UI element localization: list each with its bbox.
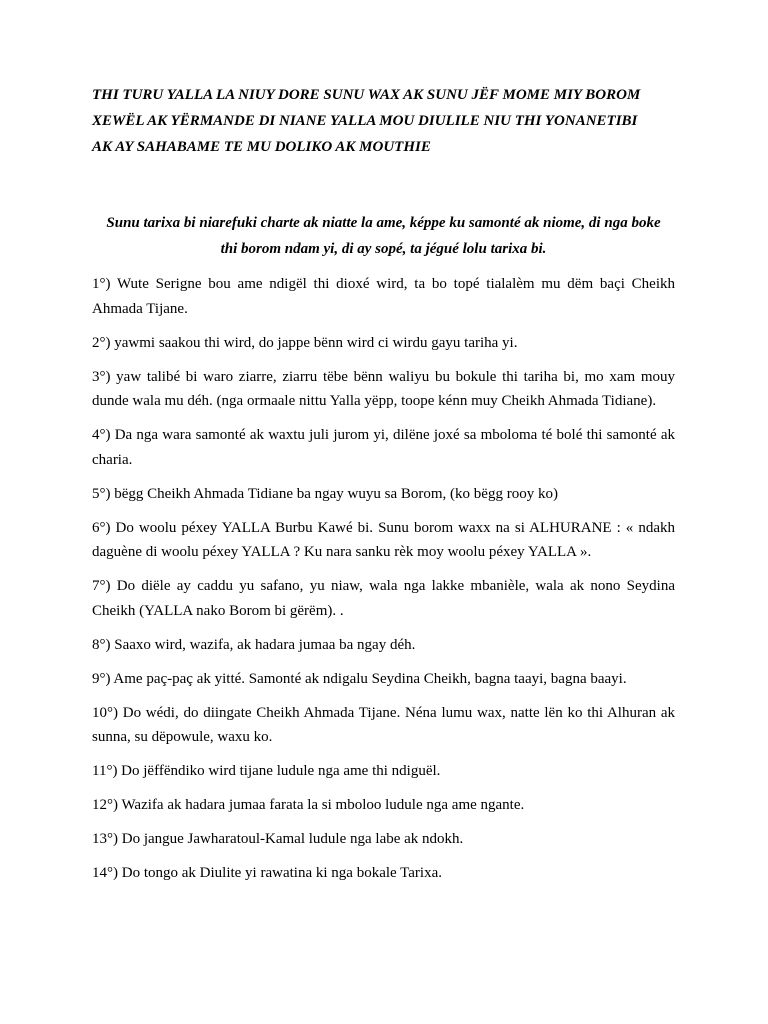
- list-item: 7°) Do diële ay caddu yu safano, yu niaw, wala nga lakke mbanièle, wala ak nono Seydina Cheikh (YALLA nako Borom bi gërëm). .: [92, 578, 675, 619]
- document-heading: [92, 82, 675, 160]
- list-item: 3°) yaw talibé bi waro ziarre, ziarru tëbe bënn waliyu bu bokule thi tariha bi, mo xam mouy dunde wala mu déh. (nga ormaale nittu Yalla yëpp, toope kénn muy Cheikh Ahmada Tidiane).: [92, 368, 675, 409]
- list-item: 13°) Do jangue Jawharatoul-Kamal ludule nga labe ak ndokh.: [92, 831, 464, 847]
- list-item: 2°) yawmi saakou thi wird, do jappe bënn wird ci wirdu gayu tariha yi.: [92, 334, 518, 351]
- list-item: 4°) Da nga wara samonté ak waxtu juli jurom yi, dilëne joxé sa mboloma té bolé thi samonté ak charia.: [92, 427, 675, 468]
- subheading-line: Sunu tarixa bi niarefuki charte ak niatte la ame, képpe ku samonté ak niome, di nga boke: [106, 215, 661, 231]
- list-item: 5°) bëgg Cheikh Ahmada Tidiane ba ngay wuyu sa Borom, (ko bëgg rooy ko): [92, 485, 558, 502]
- list-item: 8°) Saaxo wird, wazifa, ak hadara jumaa ba ngay déh.: [92, 636, 416, 653]
- rules-list: [92, 272, 675, 886]
- list-item: 12°) Wazifa ak hadara jumaa farata la si mboloo ludule nga ame ngante.: [92, 797, 525, 813]
- list-item: 9°) Ame paç-paç ak yitté. Samonté ak ndigalu Seydina Cheikh, bagna taayi, bagna baayi.: [92, 670, 627, 687]
- heading-line: AK AY SAHABAME TE MU DOLIKO AK MOUTHIE: [92, 139, 431, 155]
- document-subheading: [92, 210, 675, 262]
- list-item: 14°) Do tongo ak Diulite yi rawatina ki nga bokale Tarixa.: [92, 865, 442, 881]
- list-item: 1°) Wute Serigne bou ame ndigël thi dioxé wird, ta bo topé tialalèm mu dëm baçi Cheikh Ahmada Tijane.: [92, 276, 675, 317]
- heading-line: THI TURU YALLA LA NIUY DORE SUNU WAX AK SUNU JËF MOME MIY BOROM: [92, 87, 641, 103]
- subheading-line: thi borom ndam yi, di ay sopé, ta jégué lolu tarixa bi.: [220, 241, 547, 257]
- heading-line: XEWËL AK YËRMANDE DI NIANE YALLA MOU DIULILE NIU THI YONANETIBI: [92, 113, 638, 129]
- list-item: 10°) Do wédi, do diingate Cheikh Ahmada Tijane. Néna lumu wax, natte lën ko thi Alhuran ak sunna, su dëpowule, waxu ko.: [92, 704, 675, 745]
- list-item: 6°) Do woolu péxey YALLA Burbu Kawé bi. Sunu borom waxx na si ALHURANE : « ndakh daguène di woolu péxey YALLA ? Ku nara sanku rèk moy woolu péxey YALLA ».: [92, 519, 675, 560]
- list-item: 11°) Do jëffëndiko wird tijane ludule nga ame thi ndiguël.: [92, 763, 441, 779]
